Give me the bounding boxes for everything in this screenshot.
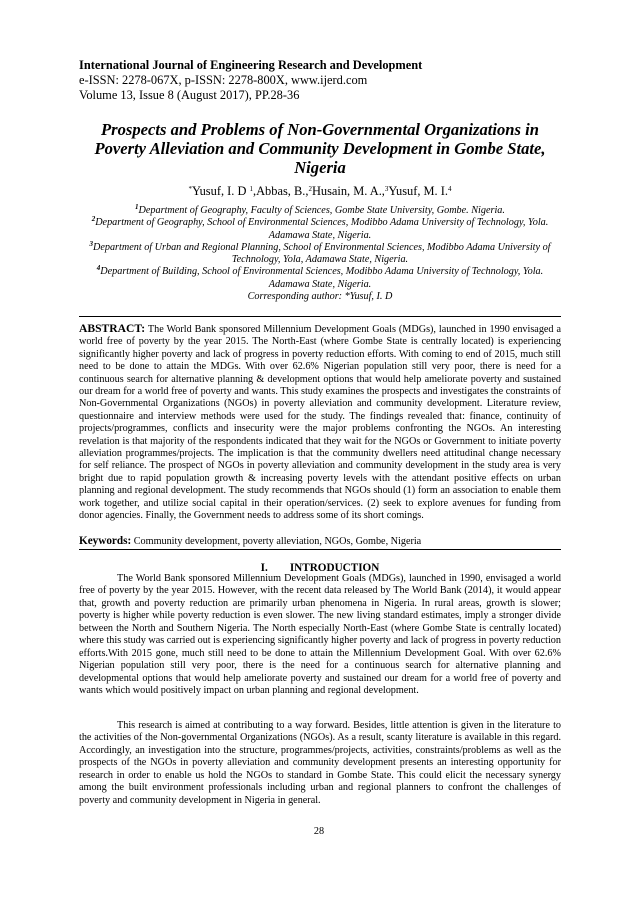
affiliation-1-mark: 1	[135, 203, 139, 211]
abstract-label: ABSTRACT:	[79, 322, 146, 335]
page-number: 28	[313, 826, 325, 837]
abstract-text: The World Bank sponsored Millennium Development Goals (MDGs), launched in 1990 envisaged a world free of poverty by the year 2015. The North-East (where Gombe State is centrally located) is experiencing significantly higher poverty and lack of progress in poverty reduction efforts. With coming to end of 2015, much still need to be done to attain the MDGs. With over 62.6% Nigerian population still very poor, there is need for a continuous search for alternative planning & development options that would help ameliorate poverty and sustained our dream for a world free of poverty and wants. This study examines the prospects and investigates the constraints of Non-Governmental Organizations (NGOs) in poverty alleviation and community development. Literature review, questionnaire and interview methods were used for the study. The findings revealed that: finance, continuity of projects/programmes, conflicts and insecurity were the major problems confronting the NGOs. An interesting revelation is that majority of the respondents indicated that they wait for the NGOs or Government to initiate poverty alleviation programmes/projects. The implication is that the community dwellers need attitudinal change necessary for self reliance. The prospect of NGOs in poverty alleviation and community development in the study area is very bright due to rapid population growth & increasing poverty levels with the attendant positive effects on urban planning and regional development. The study recommends that NGOs should (1) form an association to enable them work together, and utilize social capital in their operation/services. (2) seek to explore avenues for funding from donor agencies. Finally, the Government needs to address some of its short comings.	[79, 324, 561, 522]
affiliation-3-mark: 3	[89, 239, 93, 248]
section-number: I.	[260, 562, 268, 574]
journal-name: International Journal of Engineering Research and Development	[79, 58, 423, 72]
corresponding-author: Corresponding author: *Yusuf, I. D	[247, 291, 393, 303]
journal-header	[79, 58, 579, 103]
abstract	[79, 323, 561, 523]
affiliation-2-mark: 2	[91, 215, 96, 224]
affiliation-1	[79, 205, 561, 217]
divider-top	[79, 316, 561, 317]
author-2-affil: 2	[308, 185, 312, 193]
journal-volume: Volume 13, Issue 8 (August 2017), PP.28-36	[79, 88, 300, 102]
keywords-text: Community development, poverty alleviation, NGOs, Gombe, Nigeria	[131, 536, 422, 547]
body-paragraph: The World Bank sponsored Millennium Development Goals (MDGs), launched in 1990, envisaged a world free of poverty by the year 2015. However, with the recent data released by The World Bank (2014), it would appear that, growth and poverty reduction are primarily urban phenomena in Nigeria. In rural areas, growth is slower; poverty is higher while poverty reduction is even slower. The new living standard estimates, imply a stronger divide between the North and Southern Nigeria. The North especially North-East (where Gombe State is centrally located) where this study was carried out is experiencing significantly higher poverty and lack of progress in poverty reduction efforts.With 2015 gone, much still need to be done to attain the Millennium Development Goal. With over 62.6% Nigerian population still very poor, there is the need for a continuous search for alternative planning and developmental options that would help ameliorate poverty and sustained our dream for a world free of poverty and wants which would positively impact on urban planning and regional development.	[79, 573, 561, 697]
affiliation-4-mark: 4	[96, 264, 101, 273]
paper-title: Prospects and Problems of Non-Governmental Organizations in Poverty Alleviation and Community Development in Gombe State, Nigeria	[94, 120, 546, 177]
divider-bottom	[79, 549, 561, 550]
author-1-mark: *	[188, 185, 193, 193]
author-1-affil: 1	[249, 185, 254, 193]
author-4-name: Yusuf, M. I.	[388, 184, 448, 198]
author-3-affil: 3	[384, 185, 389, 193]
body-paragraph: This research is aimed at contributing to a way forward. Besides, little attention is given in the literature to the activities of the Non-governmental Organizations (NGOs). As a result, scanty literature is available in this regard. Accordingly, an investigation into the structure, programmes/projects, activities, constraints/problems as well as the prospects of the NGOs in poverty alleviation and community development presents an interesting opportunity for research in order to enable us hold the NGOs to standard in Gombe State. This could elicit the necessary synergy among the built environment professionals including urban and regional planners to confront the challenges of poverty and community development in Nigeria in general.	[79, 720, 561, 806]
affiliation-4	[79, 266, 561, 291]
keywords-label: Keywords:	[79, 535, 132, 547]
affiliation-4-text: Department of Building, School of Environmental Sciences, Modibbo Adama University of Technology, Yola. Adamawa State, Nigeria.	[100, 266, 544, 290]
author-3-name: Husain, M. A.,	[311, 184, 385, 198]
author-2-name: ,Abbas, B.,	[253, 184, 309, 198]
journal-issn: e-ISSN: 2278-067X, p-ISSN: 2278-800X, www.ijerd.com	[79, 73, 368, 87]
section-title: INTRODUCTION	[289, 562, 380, 574]
author-line	[79, 184, 561, 199]
affiliations	[79, 205, 561, 303]
affiliation-1-text: Department of Geography, Faculty of Sciences, Gombe State University, Gombe. Nigeria.	[138, 205, 505, 216]
author-4-affil: 4	[447, 185, 452, 193]
author-1-name: Yusuf, I. D	[192, 184, 250, 198]
affiliation-2-text: Department of Geography, School of Environmental Sciences, Modibbo Adama University of Technology, Yola. Adamawa State, Nigeria.	[95, 217, 549, 241]
affiliation-3-text: Department of Urban and Regional Planning, School of Environmental Sciences, Modibbo Adama University of Technology, Yola, Adamawa State, Nigeria.	[92, 241, 551, 266]
affiliation-3	[79, 239, 561, 267]
affiliation-2	[79, 217, 561, 242]
keywords	[79, 535, 561, 548]
